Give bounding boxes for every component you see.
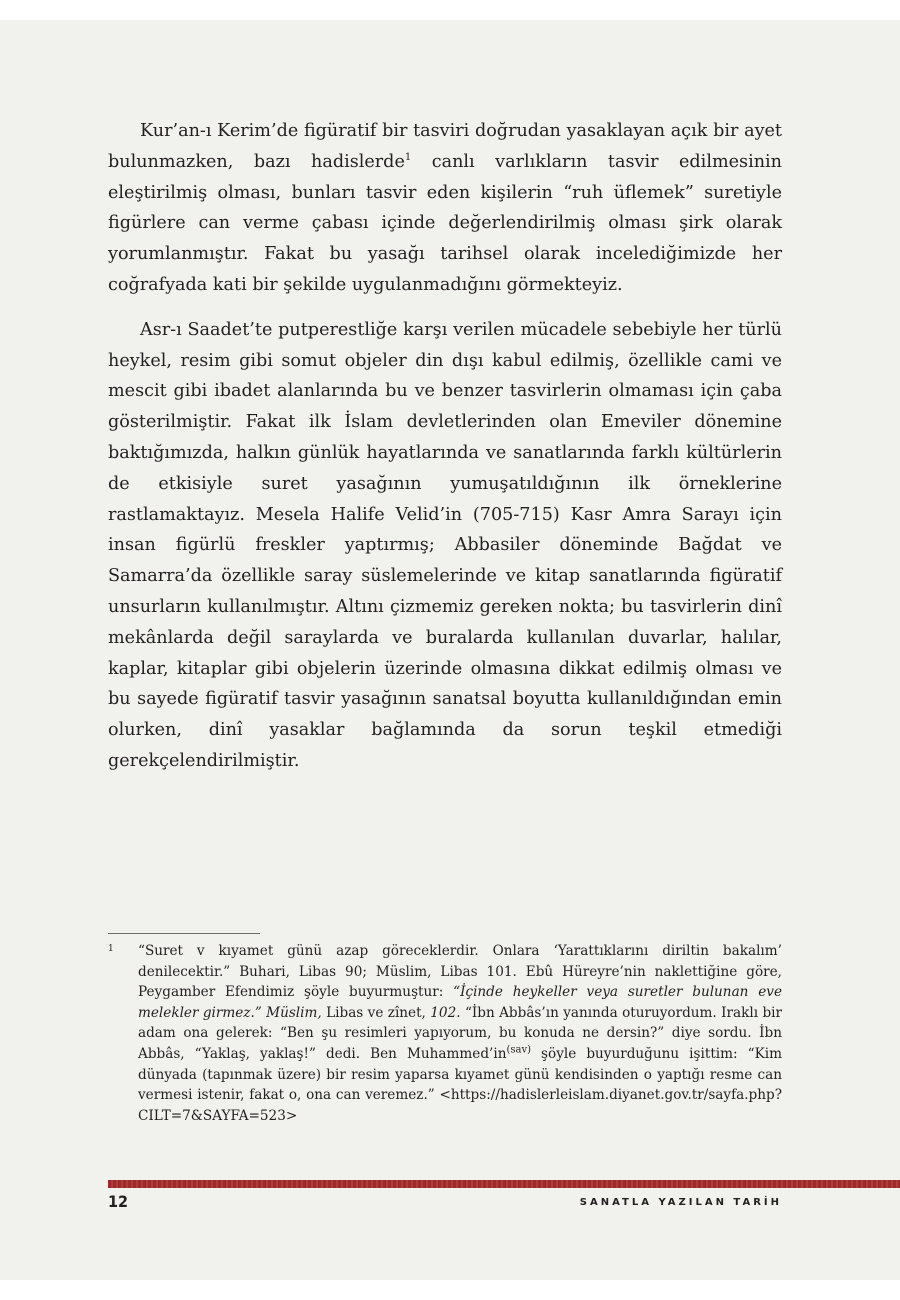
footer-band [108, 1180, 900, 1188]
footnote-text: “Suret v kıyamet günü azap göreceklerdir. Onlara ‘Yarattıklarını diriltin bakalım’ denilecektir.” Buhari, Libas 90; Müslim, Libas 101. Ebû Hüreyre’nin naklettiğine göre, Peygamber Efendimiz şöyle buyurmuştur: “İçinde heykeller veya suretler bulunan eve melekler girmez.” Müslim, Libas ve zînet, 102. “İbn Abbâs’ın yanında oturuyordum. Iraklı bir adam ona gelerek: “Ben şu resimleri yapıyorum, bu konuda ne dersin?” diye sordu. İbn Abbâs, “Yaklaş, yaklaş!” dedi. Ben $Muhammed’in^{(sav)}$ şöyle buyurduğunu işittim: “Kim dünyada (tapınmak üzere) bir resim yaparsa kıyamet günü kendisinden o yaptığı resme can vermesi istenir, fakat o, ona can veremez.” <https://hadislerleislam.diyanet.gov.tr/sayfa.php?CILT=7&SAYFA=523> [138, 943, 782, 1124]
footnote-divider [108, 933, 260, 934]
footnote-url: <https://hadislerleislam.diyanet.gov.tr/sayfa.php?CILT=7&SAYFA=523> [138, 1087, 782, 1124]
footnote-reference: 1 [404, 151, 412, 163]
paragraph-1: Kur’an-ı Kerim’de figüratif bir tasviri doğrudan yasaklayan açık bir ayet bulunmazken, bazı hadislerde$^1$ canlı varlıkların tasvir edilmesinin eleştirilmiş olması, bunları tasvir eden kişilerin “ruh üflemek” suretiyle figürlere can verme çabası içinde değerlendirilmiş olması şirk olarak yorumlanmıştır. Fakat bu yasağı tarihsel olarak incelediğimizde her coğrafyada kati bir şekilde uygulanmadığını görmekteyiz. [108, 121, 782, 295]
paragraph-2: Asr-ı Saadet’te putperestliğe karşı verilen mücadele sebebiyle her türlü heykel, resim gibi somut objeler din dışı kabul edilmiş, özellikle cami ve mescit gibi ibadet alanlarında bu ve benzer tasvirlerin olmaması için çaba gösterilmiştir. Fakat ilk İslam devletlerinden olan Emeviler dönemine baktığımızda, halkın günlük hayatlarında ve sanatlarında farklı kültürlerin de etkisiyle suret yasağının yumuşatıldığının ilk örneklerine rastlamaktayız. Mesela Halife Velid’in (705-715) Kasr Amra Sarayı için insan figürlü freskler yaptırmış; Abbasiler döneminde Bağdat ve Samarra’da özellikle saray süslemelerinde ve kitap sanatlarında figüratif unsurların kullanılmıştır. Altını çizmemiz gereken nokta; bu tasvirlerin dinî mekânlarda değil saraylarda ve buralarda kullanılan duvarlar, halılar, kaplar, kitaplar gibi objelerin üzerinde olmasına dikkat edilmiş olması ve bu sayede figüratif tasvir yasağının sanatsal boyutta kullanıldığından emin olurken, dinî yasaklar bağlamında da sorun teşkil etmediği gerekçelendirilmiştir. [108, 319, 782, 771]
page-number: 12 [108, 1192, 129, 1211]
running-title: SANATLA YAZILAN TARİH [579, 1197, 782, 1208]
footnote-number: 1 [108, 944, 114, 954]
footnote [108, 941, 782, 1126]
main-text [108, 116, 782, 791]
